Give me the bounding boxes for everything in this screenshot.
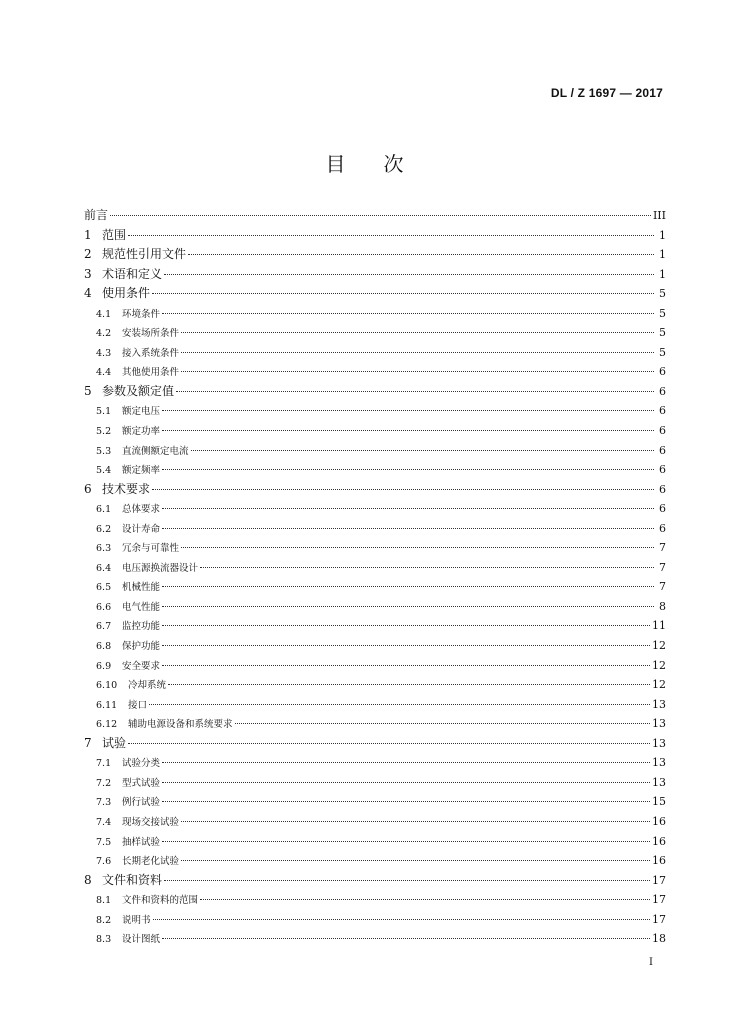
toc-entry-label: 文件和资料的范围 — [122, 895, 199, 907]
toc-entry-label: 设计图纸 — [122, 934, 161, 946]
dot-leader — [162, 665, 650, 666]
dot-leader — [149, 704, 650, 705]
toc-entry-label: 环境条件 — [122, 308, 161, 320]
toc-entry-page: 17 — [652, 873, 666, 887]
dot-leader — [128, 235, 654, 236]
toc-entry-number: 3 — [84, 266, 92, 281]
toc-entry[interactable] — [84, 343, 666, 363]
toc-entry-number: 6.9 — [96, 660, 112, 672]
toc-entry[interactable] — [84, 832, 666, 852]
toc-entry[interactable] — [84, 441, 666, 461]
toc-entry-page: 17 — [652, 893, 666, 907]
toc-entry-number: 6.3 — [96, 543, 112, 555]
toc-entry[interactable] — [84, 558, 666, 578]
toc-entry-page: 12 — [652, 658, 666, 672]
toc-entry-label: 电压源换流器设计 — [122, 562, 199, 574]
toc-entry-page: 13 — [652, 697, 666, 711]
toc-entry-number: 1 — [84, 227, 92, 242]
toc-entry-page: 6 — [659, 384, 666, 398]
toc-entry[interactable] — [84, 616, 666, 636]
toc-entry-number: 7.6 — [96, 856, 112, 868]
toc-entry-label: 规范性引用文件 — [102, 247, 187, 262]
page-number: I — [649, 957, 653, 968]
toc-entry-label: 范围 — [102, 227, 127, 242]
dot-leader — [162, 841, 650, 842]
toc-entry-number: 7 — [84, 735, 92, 750]
dot-leader — [162, 430, 654, 431]
toc-entry-label: 参数及额定值 — [102, 383, 175, 398]
toc-entry-label: 冗余与可靠性 — [122, 543, 180, 555]
toc-entry-label: 辅助电源设备和系统要求 — [128, 719, 233, 731]
toc-entry[interactable] — [84, 675, 666, 695]
toc-entry[interactable] — [84, 206, 666, 226]
toc-entry-number: 2 — [84, 247, 92, 262]
toc-entry-page: 5 — [659, 326, 666, 340]
dot-leader — [162, 801, 650, 802]
toc-entry[interactable] — [84, 773, 666, 793]
toc-entry[interactable] — [84, 929, 666, 949]
toc-entry-number: 8 — [84, 872, 92, 887]
toc-entry-label: 技术要求 — [102, 481, 151, 496]
dot-leader — [110, 215, 651, 216]
toc-entry-page: 16 — [652, 814, 666, 828]
dot-leader — [181, 352, 654, 353]
toc-entry-number: 6.6 — [96, 601, 112, 613]
toc-entry[interactable] — [84, 538, 666, 558]
toc-entry[interactable] — [84, 812, 666, 832]
dot-leader — [200, 567, 654, 568]
toc-entry-label: 术语和定义 — [102, 266, 163, 281]
dot-leader — [128, 743, 650, 744]
toc-entry-page: 5 — [659, 306, 666, 320]
dot-leader — [176, 391, 654, 392]
dot-leader — [188, 254, 654, 255]
toc-entry-page: 16 — [652, 834, 666, 848]
toc-entry-page: III — [652, 209, 666, 222]
dot-leader — [162, 586, 654, 587]
toc-entry[interactable] — [84, 323, 666, 343]
toc-entry-number: 8.1 — [96, 895, 112, 907]
dot-leader — [162, 938, 650, 939]
dot-leader — [152, 489, 654, 490]
dot-leader — [191, 450, 654, 451]
toc-entry-label: 冷却系统 — [128, 680, 167, 692]
toc-entry-page: 6 — [659, 521, 666, 535]
toc-entry-label: 前言 — [84, 208, 109, 222]
toc-entry-number: 6.2 — [96, 523, 112, 535]
toc-entry-page: 7 — [659, 541, 666, 555]
toc-entry-label: 电气性能 — [122, 601, 161, 613]
toc-entry-number: 4 — [84, 286, 92, 301]
toc-entry-number: 5.2 — [96, 426, 112, 438]
toc-entry-label: 安装场所条件 — [122, 328, 180, 340]
toc-entry-label: 接口 — [128, 699, 148, 711]
toc-entry[interactable] — [84, 871, 666, 891]
dot-leader — [162, 313, 654, 314]
toc-entry-number: 7.3 — [96, 797, 112, 809]
dot-leader — [162, 469, 654, 470]
toc-entry-page: 6 — [659, 482, 666, 496]
toc-entry[interactable] — [84, 890, 666, 910]
toc-entry[interactable] — [84, 245, 666, 265]
dot-leader — [162, 410, 654, 411]
toc-entry-page: 12 — [652, 639, 666, 653]
toc-entry-label: 设计寿命 — [122, 523, 161, 535]
toc-entry[interactable] — [84, 792, 666, 812]
toc-entry-page: 6 — [659, 502, 666, 516]
toc-entry-label: 机械性能 — [122, 582, 161, 594]
page-title: 目次 — [325, 152, 442, 176]
toc-entry[interactable] — [84, 695, 666, 715]
toc-entry[interactable] — [84, 460, 666, 480]
toc-entry-page: 11 — [652, 619, 666, 633]
toc-entry-page: 6 — [659, 443, 666, 457]
toc-entry-number: 4.2 — [96, 328, 112, 340]
dot-leader — [200, 899, 650, 900]
toc-entry-label: 试验分类 — [122, 758, 161, 770]
toc-entry-page: 17 — [652, 912, 666, 926]
toc-entry[interactable] — [84, 851, 666, 871]
toc-entry-label: 现场交接试验 — [122, 816, 180, 828]
toc-entry[interactable] — [84, 226, 666, 246]
toc-entry[interactable] — [84, 910, 666, 930]
toc-entry-page: 6 — [659, 463, 666, 477]
toc-entry-page: 13 — [652, 736, 666, 750]
toc-entry-page: 16 — [652, 854, 666, 868]
toc-entry-page: 12 — [652, 678, 666, 692]
toc-entry-page: 1 — [659, 248, 666, 262]
dot-leader — [162, 508, 654, 509]
toc-entry[interactable] — [84, 401, 666, 421]
toc-entry-label: 长期老化试验 — [122, 856, 180, 868]
toc-entry-number: 6.12 — [96, 719, 118, 731]
toc-entry-number: 6.10 — [96, 680, 118, 692]
dot-leader — [153, 919, 650, 920]
toc-entry-label: 抽样试验 — [122, 836, 161, 848]
toc-entry-label: 说明书 — [122, 914, 151, 926]
toc-entry-page: 6 — [659, 424, 666, 438]
dot-leader — [164, 880, 650, 881]
toc-entry-label: 接入系统条件 — [122, 347, 180, 359]
toc-entry-number: 7.4 — [96, 816, 112, 828]
toc-entry-label: 安全要求 — [122, 660, 161, 672]
toc-entry-number: 6.1 — [96, 504, 112, 516]
toc-entry-page: 7 — [659, 580, 666, 594]
toc-entry-page: 6 — [659, 365, 666, 379]
toc-entry-page: 18 — [652, 932, 666, 946]
toc-entry[interactable] — [84, 382, 666, 402]
toc-entry-page: 8 — [659, 599, 666, 613]
toc-entry-label: 型式试验 — [122, 777, 161, 789]
dot-leader — [181, 371, 654, 372]
toc-entry-number: 4.4 — [96, 367, 112, 379]
toc-entry-label: 其他使用条件 — [122, 367, 180, 379]
dot-leader — [162, 625, 650, 626]
toc-entry-number: 7.2 — [96, 777, 112, 789]
toc-entry-number: 6.11 — [96, 699, 118, 711]
toc-entry-page: 7 — [659, 560, 666, 574]
toc-entry[interactable] — [84, 636, 666, 656]
table-of-contents — [84, 206, 666, 949]
dot-leader — [181, 332, 654, 333]
toc-entry-number: 5.1 — [96, 406, 112, 418]
toc-entry-page: 1 — [659, 267, 666, 281]
toc-entry-label: 例行试验 — [122, 797, 161, 809]
toc-entry[interactable] — [84, 499, 666, 519]
toc-entry[interactable] — [84, 577, 666, 597]
toc-entry[interactable] — [84, 362, 666, 382]
toc-entry[interactable] — [84, 714, 666, 734]
toc-entry-number: 5.3 — [96, 445, 112, 457]
dot-leader — [181, 821, 650, 822]
dot-leader — [152, 293, 654, 294]
document-code: DL / Z 1697 — 2017 — [550, 86, 663, 100]
toc-entry-page: 5 — [659, 287, 666, 301]
toc-entry-number: 8.2 — [96, 914, 112, 926]
dot-leader — [162, 528, 654, 529]
toc-entry-label: 文件和资料 — [102, 872, 163, 887]
dot-leader — [162, 762, 650, 763]
toc-entry-page: 13 — [652, 717, 666, 731]
toc-entry-label: 额定功率 — [122, 426, 161, 438]
toc-entry-number: 6.7 — [96, 621, 112, 633]
dot-leader — [162, 645, 650, 646]
toc-entry-label: 试验 — [102, 735, 127, 750]
dot-leader — [162, 606, 654, 607]
toc-entry-page: 5 — [659, 345, 666, 359]
toc-entry-label: 额定电压 — [122, 406, 161, 418]
toc-entry-number: 6.4 — [96, 562, 112, 574]
toc-entry-number: 5 — [84, 383, 92, 398]
toc-entry-number: 6 — [84, 481, 92, 496]
toc-entry[interactable] — [84, 284, 666, 304]
toc-entry-number: 8.3 — [96, 934, 112, 946]
dot-leader — [181, 547, 654, 548]
toc-entry[interactable] — [84, 519, 666, 539]
toc-entry-label: 直流侧额定电流 — [122, 445, 189, 457]
toc-entry[interactable] — [84, 656, 666, 676]
toc-entry[interactable] — [84, 265, 666, 285]
toc-entry-number: 7.1 — [96, 758, 112, 770]
dot-leader — [168, 684, 650, 685]
toc-entry-number: 6.8 — [96, 641, 112, 653]
toc-entry[interactable] — [84, 304, 666, 324]
toc-entry-page: 13 — [652, 775, 666, 789]
toc-entry[interactable] — [84, 753, 666, 773]
toc-entry[interactable] — [84, 597, 666, 617]
toc-entry[interactable] — [84, 421, 666, 441]
toc-entry[interactable] — [84, 734, 666, 754]
dot-leader — [164, 274, 654, 275]
toc-entry[interactable] — [84, 480, 666, 500]
toc-entry-page: 6 — [659, 404, 666, 418]
toc-entry-label: 监控功能 — [122, 621, 161, 633]
toc-entry-label: 总体要求 — [122, 504, 161, 516]
toc-entry-label: 额定频率 — [122, 465, 161, 477]
toc-entry-label: 保护功能 — [122, 641, 161, 653]
toc-entry-number: 6.5 — [96, 582, 112, 594]
toc-entry-page: 15 — [652, 795, 666, 809]
toc-entry-number: 7.5 — [96, 836, 112, 848]
toc-entry-label: 使用条件 — [102, 286, 151, 301]
toc-entry-page: 13 — [652, 756, 666, 770]
toc-entry-page: 1 — [659, 228, 666, 242]
toc-entry-number: 4.1 — [96, 308, 112, 320]
dot-leader — [162, 782, 650, 783]
dot-leader — [181, 860, 650, 861]
dot-leader — [235, 723, 650, 724]
toc-entry-number: 5.4 — [96, 465, 112, 477]
toc-entry-number: 4.3 — [96, 347, 112, 359]
